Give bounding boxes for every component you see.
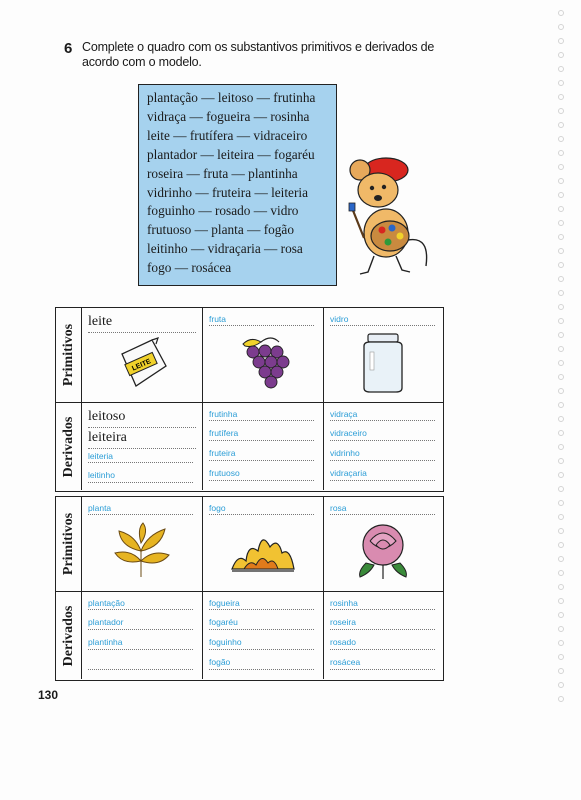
- svg-text:LEITE: LEITE: [131, 358, 153, 373]
- painter-mouse-illustration: [338, 148, 438, 278]
- cell-vidro-derived: [324, 403, 442, 490]
- cell-vidro: [324, 308, 442, 402]
- derived-word: vidrinho: [330, 441, 435, 461]
- derived-word: frutinha: [209, 407, 314, 421]
- derived-word: fogaréu: [209, 610, 314, 630]
- derived-word: frutuoso: [209, 461, 314, 481]
- row-derivados: [56, 592, 443, 679]
- primitive-word: fruta: [209, 312, 314, 326]
- primitive-word: leite: [88, 312, 196, 333]
- row-label: Derivados: [56, 592, 82, 679]
- primitive-word: rosa: [330, 501, 435, 515]
- grapes-icon: [231, 334, 295, 392]
- derived-word: vidraçaria: [330, 461, 435, 481]
- derived-word: plantação: [88, 596, 193, 610]
- row-label: Primitivos: [56, 497, 82, 591]
- derived-word: roseira: [330, 610, 435, 630]
- question-number: 6: [64, 40, 73, 57]
- primitive-word: planta: [88, 501, 193, 515]
- word-line: plantador — leiteira — fogaréu: [147, 146, 315, 162]
- derived-word: vidraceiro: [330, 421, 435, 441]
- rose-icon: [352, 519, 414, 581]
- word-line: foguinho — rosado — vidro: [147, 203, 299, 219]
- cell-rosa: [324, 497, 442, 591]
- cell-fruta: [203, 308, 324, 402]
- question-text: Complete o quadro com os substantivos primitivos e derivados de acordo com o modelo.: [82, 40, 435, 69]
- derived-word: foguinho: [209, 630, 314, 650]
- cell-leite-derived: [82, 403, 203, 490]
- cell-rosa-derived: [324, 592, 442, 679]
- milk-sack-icon: [112, 336, 172, 391]
- word-line: plantação — leitoso — frutinha: [147, 90, 316, 105]
- row-derivados: [56, 403, 443, 490]
- cell-fogo: [203, 497, 324, 591]
- glass-jar-icon: [356, 332, 410, 394]
- word-line: frutuoso — planta — fogão: [147, 222, 294, 238]
- derived-word: rosácea: [330, 650, 435, 670]
- cell-fruta-derived: [203, 403, 324, 490]
- derived-word: leiteira: [88, 428, 196, 449]
- derived-word: fogão: [209, 650, 314, 670]
- word-line: leitinho — vidraçaria — rosa: [147, 241, 303, 257]
- row-primitivos: [56, 497, 443, 592]
- derived-word: vidraça: [330, 407, 435, 421]
- derived-word: leitoso: [88, 407, 196, 428]
- primitive-word: fogo: [209, 501, 314, 515]
- word-box: [138, 84, 337, 286]
- word-line: leite — frutífera — vidraceiro: [147, 127, 308, 143]
- word-line: vidrinho — fruteira — leiteria: [147, 184, 308, 200]
- word-line: roseira — fruta — plantinha: [147, 165, 298, 181]
- plant-leaves-icon: [111, 521, 173, 581]
- page-number: 130: [38, 688, 59, 702]
- row-primitivos: [56, 308, 443, 403]
- word-line: vidraça — fogueira — rosinha: [147, 108, 310, 124]
- table-leite-fruta-vidro: [55, 307, 444, 492]
- answer-line[interactable]: [88, 650, 193, 670]
- derived-word: leitinho: [88, 463, 193, 483]
- cell-leite: [82, 308, 203, 402]
- table-planta-fogo-rosa: [55, 496, 444, 681]
- row-label: Primitivos: [56, 308, 82, 402]
- primitive-word: vidro: [330, 312, 435, 326]
- word-line: fogo — rosácea: [147, 260, 232, 276]
- cell-planta: [82, 497, 203, 591]
- cell-fogo-derived: [203, 592, 324, 679]
- derived-word: fruteira: [209, 441, 314, 461]
- derived-word: fogueira: [209, 596, 314, 610]
- row-label: Derivados: [56, 403, 82, 490]
- derived-word: rosado: [330, 630, 435, 650]
- derived-word: plantinha: [88, 630, 193, 650]
- binder-holes: [555, 10, 567, 730]
- derived-word: rosinha: [330, 596, 435, 610]
- cell-planta-derived: [82, 592, 203, 679]
- derived-word: frutífera: [209, 421, 314, 441]
- derived-word: leiteria: [88, 449, 193, 463]
- derived-word: plantador: [88, 610, 193, 630]
- fire-icon: [228, 523, 298, 579]
